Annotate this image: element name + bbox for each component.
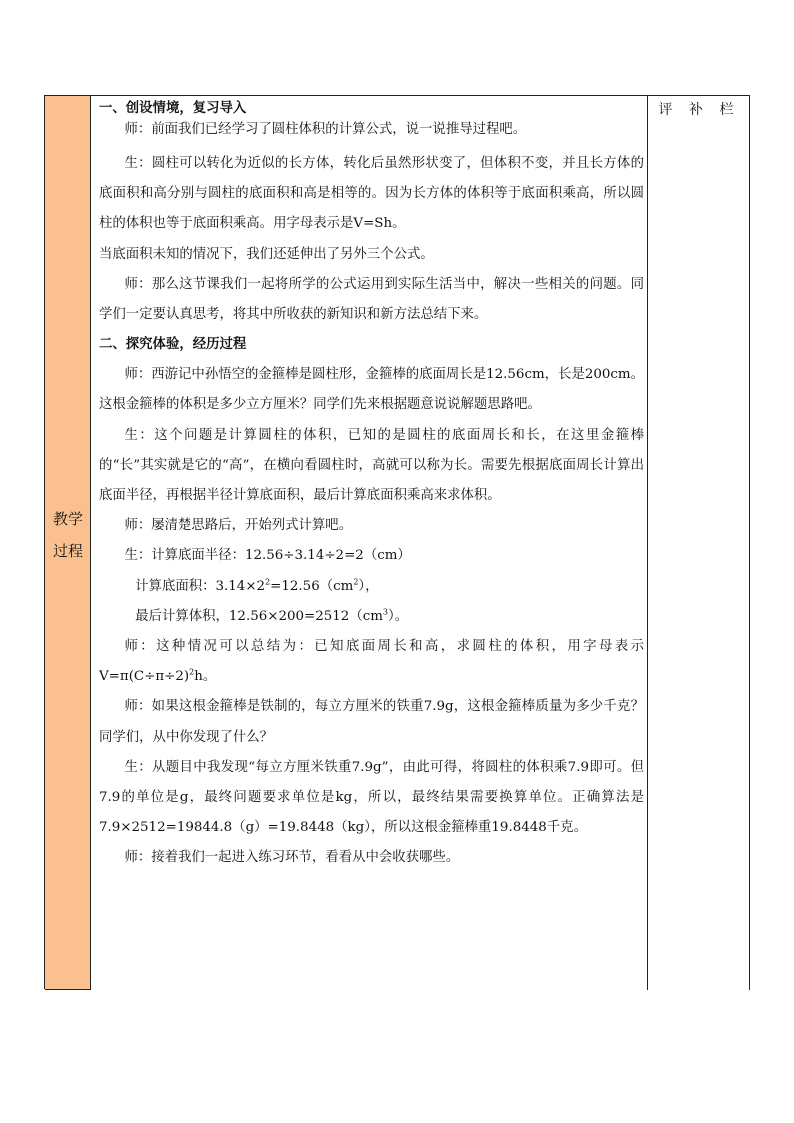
paragraph: 生：圆柱可以转化为近似的长方体，转化后虽然形状变了，但体积不变，并且长方体的底面积和高分别与圆柱的底面积和高是相等的。因为长方体的体积等于底面积乘高，所以圆柱的体积也等于底面积乘高。用字母表示是V=Sh。 (99, 156, 644, 232)
paragraph: 师：那么这节课我们一起将所学的公式运用到实际生活当中，解决一些相关的问题。同学们一定要认真思考，将其中所收获的新知识和新方法总结下来。 (99, 276, 644, 323)
note-column-header: 评 补 栏 (658, 102, 740, 118)
paragraph: 生：从题目中我发现“每立方厘米铁重7.9g”，由此可得，将圆柱的体积乘7.9即可。但7.9的单位是g，最终问题要求单位是kg，所以，最终结果需要换算单位。正确算法是7.9×2512=19844.8（g）=19.8448（kg），所以这根金箍棒重19.8448千克。 (99, 759, 644, 836)
paragraph: 当底面积未知的情况下，我们还延伸出了另外三个公式。 (99, 246, 434, 262)
stage-label-line2: 过程 (52, 542, 83, 560)
lesson-table (44, 95, 750, 989)
paragraph: 师：如果这根金箍棒是铁制的，每立方厘米的铁重7.9g，这根金箍棒质量为多少千克？同学们，从中你发现了什么？ (99, 699, 644, 745)
section-title-2: 二、探究体验，经历过程 (99, 337, 247, 353)
paragraph: 师：屡清楚思路后，开始列式计算吧。 (124, 518, 353, 534)
stage-label-line1: 教学 (52, 510, 83, 528)
content-cell (92, 96, 648, 990)
stage-cell (45, 96, 91, 990)
table-right-border (749, 96, 750, 990)
paragraph: 生：计算底面半径：12.56÷3.14÷2=2（cm） (124, 548, 411, 564)
paragraph: 师：接着我们一起进入练习环节，看看从中会收获哪些。 (124, 850, 460, 866)
content-body (99, 98, 644, 874)
paragraph: 师：前面我们已经学习了圆柱体积的计算公式，说一说推导过程吧。 (124, 122, 527, 137)
paragraph: 师：西游记中孙悟空的金箍棒是圆柱形，金箍棒的底面周长是12.56cm，长是200cm。这根金箍棒的体积是多少立方厘米？同学们先来根据题意说说解题思路吧。 (99, 367, 644, 413)
section-title-1: 一、创设情境，复习导入 (99, 101, 247, 116)
formula-line: 最后计算体积，$12.56\times 200=2512(cm^3)$。 (135, 607, 409, 624)
paragraph: 生：这个问题是计算圆柱的体积，已知的是圆柱的底面周长和长，在这里金箍棒的“长”其实就是它的“高”，在横向看圆柱时，高就可以称为长。需要先根据底面周长计算出底面半径，再根据半径计算底面积，最后计算底面积乘高来求体积。 (99, 427, 644, 504)
formula-line: 计算底面积：$3.14\times 2^2=12.56(cm^2)$， (135, 577, 379, 594)
paragraph: 师：这种情况可以总结为：已知底面周长和高，求圆柱的体积，用字母表示$V=\pi(C\div\pi\div 2)^2h$。 (99, 639, 644, 685)
